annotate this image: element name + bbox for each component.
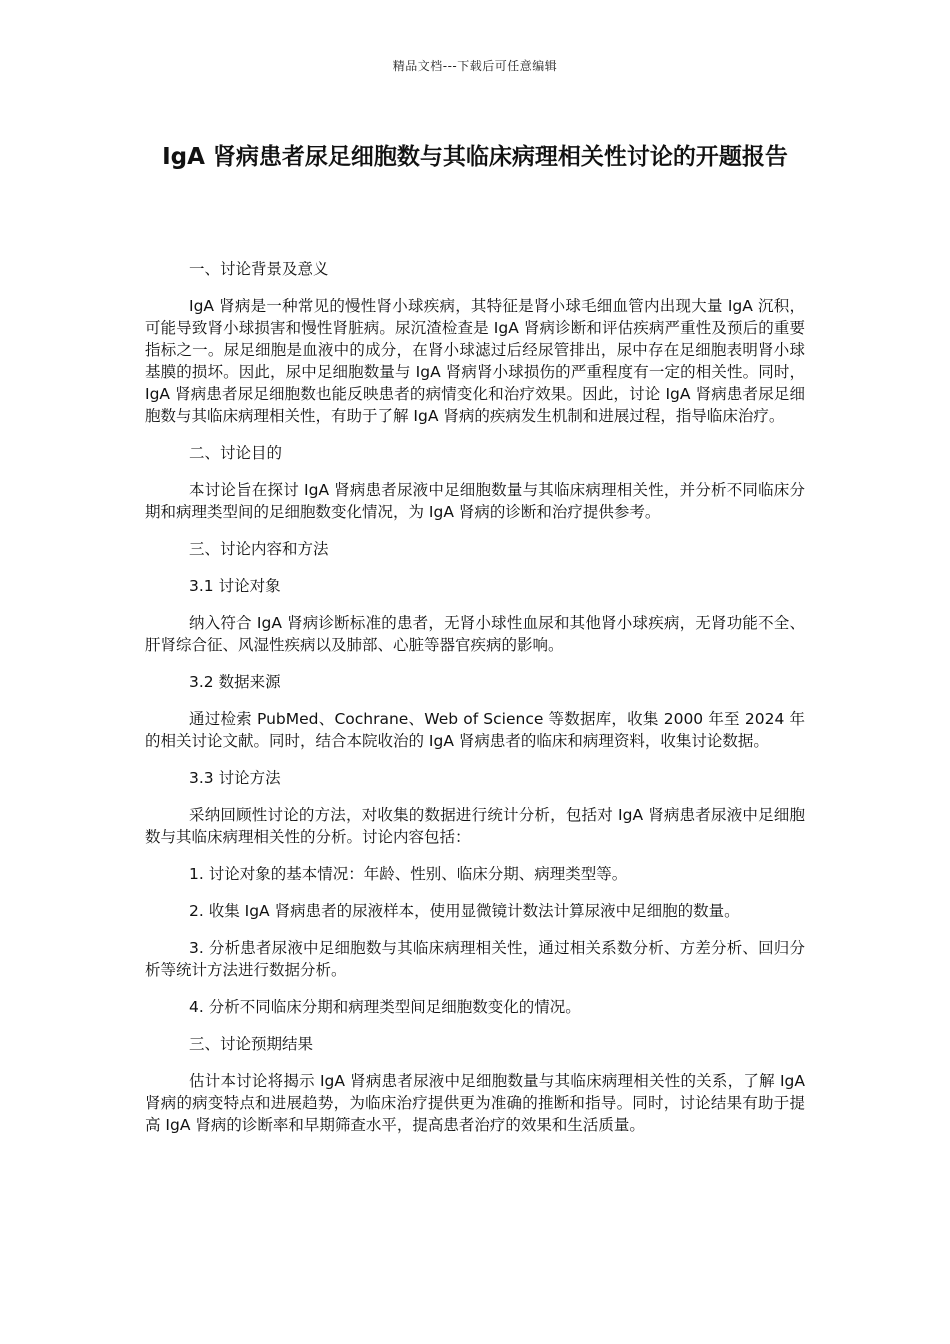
list-item: 3. 分析患者尿液中足细胞数与其临床病理相关性，通过相关系数分析、方差分析、回归分析等统计方法进行数据分析。 <box>145 939 805 979</box>
paragraph-data-source: 通过检索 PubMed、Cochrane、Web of Science 等数据库，收集 2000 年至 2024 年的相关讨论文献。同时，结合本院收治的 IgA 肾病患者的临床和病理资料，收集讨论数据。 <box>145 710 805 750</box>
page-title: IgA 肾病患者尿足细胞数与其临床病理相关性讨论的开题报告 <box>162 144 788 170</box>
header-note: 精品文档---下载后可任意编辑 <box>392 59 558 73</box>
paragraph-background: IgA 肾病是一种常见的慢性肾小球疾病，其特征是肾小球毛细血管内出现大量 IgA 沉积，可能导致肾小球损害和慢性肾脏病。尿沉渣检查是 IgA 肾病诊断和评估疾病严重性及预后的重要指标之一。尿足细胞是血液中的成分，在肾小球滤过后经尿管排出，尿中存在足细胞表明肾小球基膜的损坏。因此，尿中足细胞数量与 IgA 肾病肾小球损伤的严重程度有一定的相关性。同时，IgA 肾病患者尿足细胞数也能反映患者的病情变化和治疗效果。因此，讨论 IgA 肾病患者尿足细胞数与其临床病理相关性，有助于了解 IgA 肾病的疾病发生机制和进展过程，指导临床治疗。 <box>145 297 805 425</box>
subsection-heading-subjects: 3.1 讨论对象 <box>189 577 281 595</box>
list-item: 2. 收集 IgA 肾病患者的尿液样本，使用显微镜计数法计算尿液中足细胞的数量。 <box>189 902 740 920</box>
document-body <box>145 258 805 1151</box>
subsection-heading-methods: 3.3 讨论方法 <box>189 769 281 787</box>
section-heading-content-methods: 三、讨论内容和方法 <box>189 540 329 558</box>
paragraph-expected-results: 估计本讨论将揭示 IgA 肾病患者尿液中足细胞数量与其临床病理相关性的关系，了解 IgA 肾病的病变特点和进展趋势，为临床治疗提供更为准确的推断和指导。同时，讨论结果有助于提高 IgA 肾病的诊断率和早期筛查水平，提高患者治疗的效果和生活质量。 <box>145 1072 805 1134</box>
section-heading-expected-results: 三、讨论预期结果 <box>189 1035 314 1053</box>
paragraph-subjects: 纳入符合 IgA 肾病诊断标准的患者，无肾小球性血尿和其他肾小球疾病，无肾功能不全、肝肾综合征、风湿性疾病以及肺部、心脏等器官疾病的影响。 <box>145 614 805 654</box>
paragraph-purpose: 本讨论旨在探讨 IgA 肾病患者尿液中足细胞数量与其临床病理相关性，并分析不同临床分期和病理类型间的足细胞数变化情况，为 IgA 肾病的诊断和治疗提供参考。 <box>145 481 805 521</box>
list-item: 4. 分析不同临床分期和病理类型间足细胞数变化的情况。 <box>189 998 581 1016</box>
section-heading-background: 一、讨论背景及意义 <box>189 260 329 278</box>
list-item: 1. 讨论对象的基本情况：年龄、性别、临床分期、病理类型等。 <box>189 865 628 883</box>
paragraph-methods: 采纳回顾性讨论的方法，对收集的数据进行统计分析，包括对 IgA 肾病患者尿液中足细胞数与其临床病理相关性的分析。讨论内容包括： <box>145 806 805 846</box>
subsection-heading-data-source: 3.2 数据来源 <box>189 673 281 691</box>
section-heading-purpose: 二、讨论目的 <box>189 444 283 462</box>
